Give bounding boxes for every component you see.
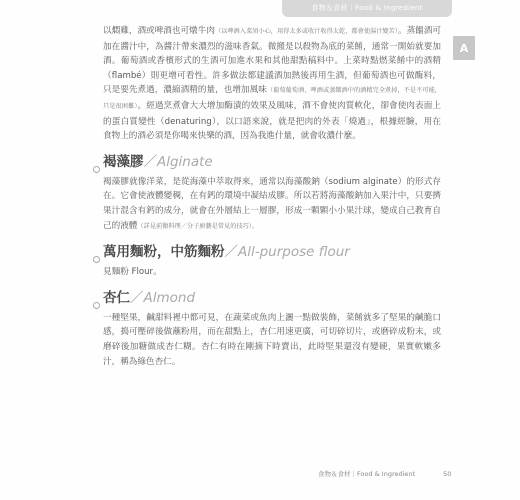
entry-all-purpose-flour	[103, 243, 441, 280]
entry-title-zh: 杏仁	[103, 289, 130, 306]
page-footer	[318, 469, 451, 478]
entry-note: （詳見前衛料理／分子廚藝是常見的技巧）。	[137, 222, 259, 230]
running-header: 食物＆食材｜Food & Ingredient	[282, 0, 452, 17]
intro-note-1: （以啤酒入菜須小心，用得太多或收汁收得太乾，都會使湯汁變苦）	[214, 28, 398, 35]
bullet-icon	[93, 166, 100, 173]
entry-body: 一種堅果，鹹甜料裡中都可見，在蔬菜或魚肉上灑一點做裝飾，菜餚就多了堅果的鹹脆口感，搗可壓碎後做蘸粉用，而在甜點上，杏仁用速更廣，可切碎切片，或磨碎成粉末，或磨碎後加糖做成杏仁糊。杏仁有時在剛摘下時賣出，此時堅果還沒有變硬，果實軟嫩多汁，稱為綠色杏仁。	[103, 312, 441, 367]
entry-separator: ／	[143, 153, 157, 170]
entry-almond	[103, 289, 441, 369]
entry-alginate	[103, 153, 441, 234]
entry-title-en: All-purpose flour	[238, 244, 350, 261]
entry-body: 見麵粉 Flour。	[103, 267, 162, 278]
intro-paragraph	[103, 24, 441, 144]
intro-text-2: 。蒸餾酒可加在醬汁中，為醬汁帶來濃烈的滋味香氣。微搬是以殺物為底的菜餚，通常一開始就要加酒。葡萄酒或香檳形式的生酒可加進水果和其他甜點稿料中。上菜時點燃菜餚中的酒精	[103, 26, 441, 67]
alphabet-index-tab: A	[453, 36, 475, 60]
entry-heading	[103, 153, 441, 171]
bullet-icon	[93, 256, 100, 263]
entry-title-en: Alginate	[157, 153, 213, 170]
intro-text-3: （flambé）則更增可看性。許多做法都建議酒加熱後再用生酒，但葡萄酒也可做酶料，只是要先煮過，濃縮酒精的量，也增加風味	[103, 70, 441, 96]
entry-body-text: 褐藻膠就像洋菜，是從海藻中萃取得來，通常以海藻酸鈉（sodium alginate）的形式存在。它會使液體變稠，在有鈣的環境中凝結成膠。所以若將海藻酸鈉加入果汁中，只要擠果汁混含有鈣的成分，就會在外層結上一層膠，形成一顆顆小小果汁球，變成自己教育自己的液體	[103, 176, 441, 231]
entry-body	[103, 175, 441, 234]
footer-running-title: 食物＆食材｜Food & Ingredient	[318, 470, 416, 478]
intro-note-2: （葡萄葡萄酒、啤酒或蒸餾酒中的酒精完全煮掉，不是不可能，只是很困難）	[103, 87, 441, 110]
intro-text-1: 以燜雞，酒或啤酒也可燉牛肉	[103, 26, 215, 36]
entry-heading	[103, 289, 441, 307]
entry-separator: ／	[224, 244, 238, 261]
entry-title-en: Almond	[143, 289, 196, 306]
entry-title-zh: 萬用麵粉，中筋麵粉	[103, 244, 225, 261]
bullet-icon	[93, 302, 100, 309]
entry-title-zh: 褐藻膠	[103, 153, 144, 170]
intro-text-4: 。經過烹煮會大大增加酶漬的效果及風味，酒不會使肉質軟化，卻會使肉表面上的蛋白質變性（denaturing），以口語來說，就是把肉的外表「燒過」，根據經驗，用在食物上的酒必須是你喝來快樂的酒，因為我進什量，就會收濃什麼。	[103, 100, 441, 142]
page-number: 50	[443, 470, 452, 478]
entry-heading	[103, 243, 441, 261]
page-content	[103, 24, 441, 369]
entry-separator: ／	[130, 289, 144, 306]
